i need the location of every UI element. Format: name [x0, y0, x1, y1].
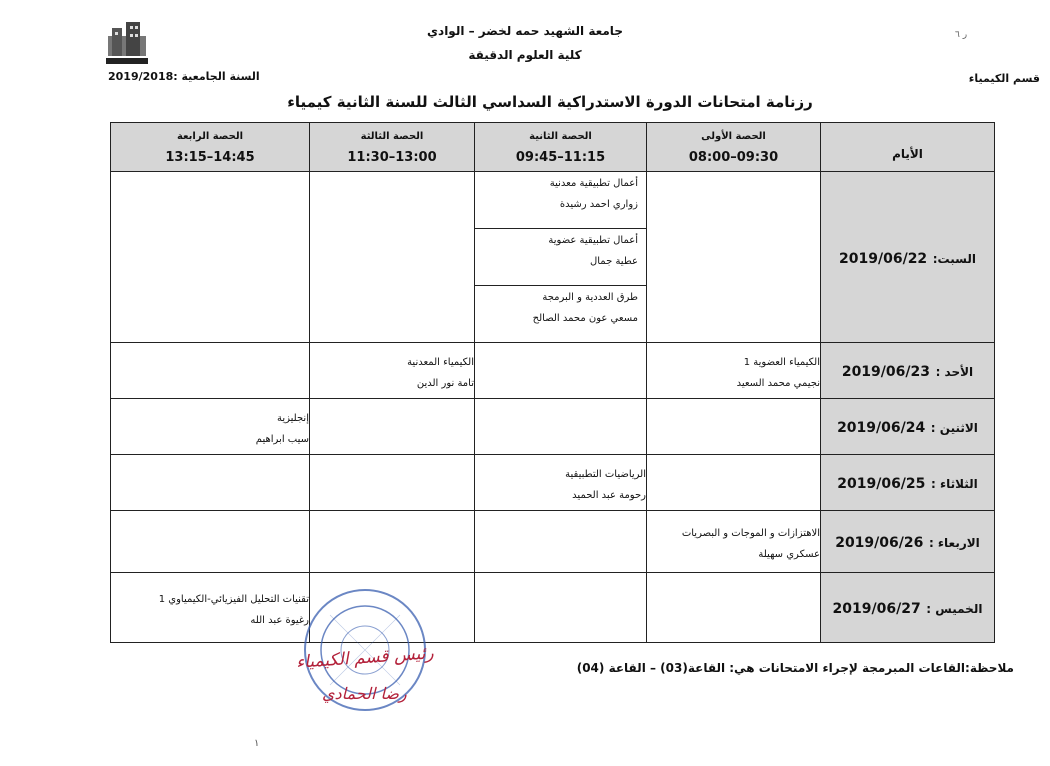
table-row [111, 511, 995, 573]
exam-entry: إنجليزية سيب ابراهيم [111, 399, 310, 455]
table-row [111, 455, 995, 511]
empty-cell [475, 399, 647, 455]
day-cell-sunday: الأحد : 2019/06/23 [821, 343, 995, 399]
empty-cell [310, 172, 475, 343]
exam-entry: الكيمياء المعدنية تامة نور الدين [310, 343, 475, 399]
day-cell-wednesday: الاربعاء : 2019/06/26 [821, 511, 995, 573]
corner-marks: ر ٦ [955, 30, 968, 40]
day-cell-thursday: الخميس : 2019/06/27 [821, 573, 995, 643]
table-row [111, 399, 995, 455]
exam-schedule-table [110, 122, 995, 643]
page-mark: ١ [254, 738, 260, 749]
empty-cell [310, 511, 475, 573]
session-header-2: الحصة الثانية 09:45–11:15 [475, 123, 647, 172]
empty-cell [111, 172, 310, 343]
table-row [111, 343, 995, 399]
empty-cell [111, 455, 310, 511]
academic-year: السنة الجامعية :2019/2018 [108, 70, 260, 83]
empty-cell [310, 455, 475, 511]
empty-cell [310, 399, 475, 455]
faculty-name: كلية العلوم الدقيقة [468, 48, 582, 62]
university-name: جامعة الشهيد حمه لخضر – الوادي [427, 24, 623, 38]
exam-entry: طرق العددية و البرمجة مسعي عون محمد الصالح [532, 292, 638, 324]
table-row [111, 573, 995, 643]
empty-cell [647, 399, 821, 455]
signature-title: رئيس قسم الكيمياء [295, 643, 435, 673]
session-header-1: الحصة الأولى 08:00–09:30 [647, 123, 821, 172]
session-header-4: الحصة الرابعة 13:15–14:45 [111, 123, 310, 172]
signature-name: رضا الحمادي [322, 684, 407, 703]
empty-cell [647, 455, 821, 511]
day-cell-monday: الاثنين : 2019/06/24 [821, 399, 995, 455]
empty-cell [475, 573, 647, 643]
empty-cell [111, 511, 310, 573]
empty-cell [647, 573, 821, 643]
exam-entry: الكيمياء العضوية 1 نجيمي محمد السعيد [647, 343, 821, 399]
empty-cell [475, 343, 647, 399]
document-title: رزنامة امتحانات الدورة الاستدراكية السداسي الثالث للسنة الثانية كيمياء [287, 93, 813, 111]
exam-entry: أعمال تطبيقية معدنية زواري احمد رشيدة [475, 172, 646, 229]
table-row [111, 172, 995, 343]
university-logo-icon [104, 16, 150, 66]
empty-cell [475, 511, 647, 573]
day-cell-tuesday: الثلاثاء : 2019/06/25 [821, 455, 995, 511]
exam-entry: الاهتزازات و الموجات و البصريات عسكري سهيلة [647, 511, 821, 573]
days-header: الأيام [892, 147, 923, 161]
days-header-cell [821, 123, 995, 172]
empty-cell [647, 172, 821, 343]
table-header-row [111, 123, 995, 172]
rooms-note: ملاحظة:القاعات المبرمجة لإجراء الامتحانات هي: القاعة(03) – القاعة (04) [576, 661, 1014, 675]
empty-cell [111, 343, 310, 399]
exam-entry: أعمال تطبيقية عضوية عطية جمال [475, 229, 646, 286]
session-header-3: الحصة الثالثة 11:30–13:00 [310, 123, 475, 172]
exam-entry: الرياضيات التطبيقية رحومة عبد الحميد [475, 455, 647, 511]
exam-cell-stack [475, 172, 647, 343]
day-cell-saturday: السبت: 2019/06/22 [821, 172, 995, 343]
department-name: قسم الكيمياء [968, 72, 1040, 85]
exam-entry: تقنيات التحليل الفيزيائي-الكيمياوي 1 رغيوة عبد الله [111, 573, 310, 643]
